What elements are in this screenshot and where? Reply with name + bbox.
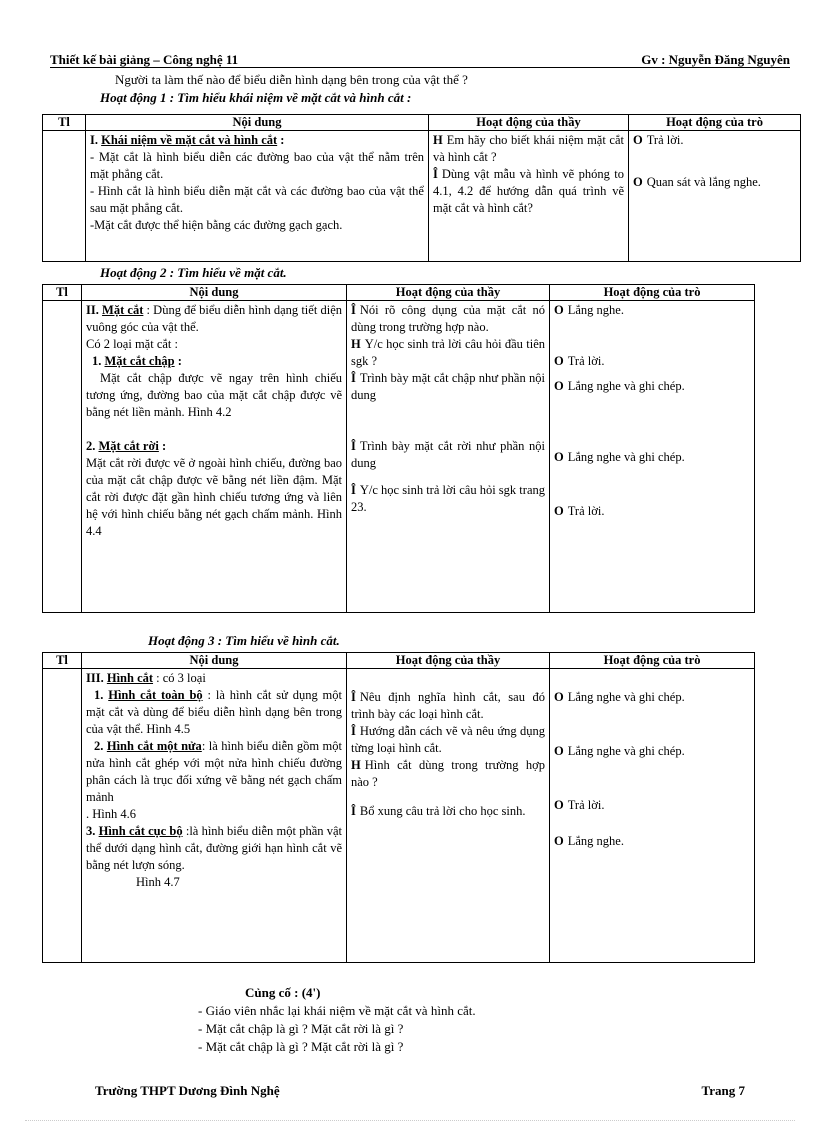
content-cell: III. Hình cắt : có 3 loại 1. Hình cắt toàn bộ : là hình cắt sử dụng một mặt cắt và dùng để biểu diễn hình dạng bên trong của vật thể. Hình 4.5 2. Hình cắt một nửa: là hình biểu diễn gồm một nửa hình cắt ghép với một nửa hình chiếu đường phân cách là trục đối xứng vẽ bằng nét gạch chấm mảnh . Hình 4.6 3. Hình cắt cục bộ :là hình biểu diễn một phần vật thể dưới dạng hình cắt, đường giới hạn hình cắt vẽ bằng nét lượn sóng. Hình 4.7 xyxy=(82,669,347,963)
circle-icon: O xyxy=(633,133,643,147)
mark-icon: H xyxy=(433,133,443,147)
paragraph: 3. Hình cắt cục bộ :là hình biểu diễn một phần vật thể dưới dạng hình cắt, đường giới hạn hình cắt vẽ bằng nét lượn sóng. xyxy=(86,824,343,872)
student-cell: O Lắng nghe và ghi chép. O Lắng nghe và ghi chép. O Trả lời. O Lắng nghe. xyxy=(550,669,755,963)
page-divider xyxy=(25,1120,795,1121)
footer-school: Trường THPT Dương Đình Nghệ xyxy=(95,1083,280,1098)
subsection-heading: Mặt cắt rời xyxy=(98,439,159,453)
col-teacher: Hoạt động của thầy xyxy=(347,653,550,669)
circle-icon: O xyxy=(554,834,564,848)
col-tl: Tl xyxy=(43,285,82,301)
mark-icon: Î xyxy=(351,483,356,497)
col-tl: Tl xyxy=(43,653,82,669)
mark-icon: Î xyxy=(433,167,438,181)
circle-icon: O xyxy=(554,744,564,758)
summary-line: - Giáo viên nhắc lại khái niệm về mặt cắt và hình cắt. xyxy=(198,1003,476,1018)
intro-question: Người ta làm thế nào để biểu diễn hình dạng bên trong của vật thể ? xyxy=(115,72,468,87)
summary-line: - Mặt cắt chập là gì ? Mặt cắt rời là gì ? xyxy=(198,1039,404,1054)
mark-icon: Î xyxy=(351,439,356,453)
content-cell: I. Khái niệm về mặt cắt và hình cắt : - Mặt cắt là hình biểu diễn các đường bao của vật thể nằm trên mặt phẳng cắt. - Hình cắt là hình biểu diễn mặt cắt và các đường bao của vật thể sau mặt phẳng cắt. -Mặt cắt được thể hiện bằng các đường gạch gạch. xyxy=(86,131,429,262)
page-header xyxy=(50,52,790,68)
tl-cell xyxy=(43,301,82,613)
mark-icon: Î xyxy=(351,690,356,704)
col-content: Nội dung xyxy=(86,115,429,131)
footer-page-number: Trang 7 xyxy=(701,1083,745,1098)
table-header-row xyxy=(43,653,755,669)
circle-icon: O xyxy=(633,175,643,189)
activity3-title: Hoạt động 3 : Tìm hiểu về hình cắt. xyxy=(148,633,340,648)
mark-icon: Î xyxy=(351,804,356,818)
paragraph: Mặt cắt chập được vẽ ngay trên hình chiếu tương ứng, đường bao của mặt cắt chập được vẽ bằng nét liền mảnh. Hình 4.2 xyxy=(86,371,342,419)
activity2-title: Hoạt động 2 : Tìm hiểu về mặt cắt. xyxy=(100,265,287,280)
activity2-table xyxy=(42,284,755,613)
table-header-row xyxy=(43,115,801,131)
col-content: Nội dung xyxy=(82,653,347,669)
paragraph: - Mặt cắt là hình biểu diễn các đường bao của vật thể nằm trên mặt phẳng cắt. xyxy=(90,150,424,181)
teacher-cell: Î Nói rõ công dụng của mặt cắt nó dùng trong trường hợp nào. H Y/c học sinh trả lời câu hỏi đầu tiên sgk ? Î Trình bày mặt cắt chập như phần nội dung Î Trình bày mặt cắt rời như phần nội dung Î Y/c học sinh trả lời câu hỏi sgk trang 23. xyxy=(347,301,550,613)
mark-icon: H xyxy=(351,337,361,351)
section-heading: Mặt cắt xyxy=(102,303,144,317)
paragraph: 2. Hình cắt một nửa: là hình biểu diễn gồm một nửa hình cắt ghép với một nửa hình chiếu đường phân cách là trục đối xứng vẽ bằng nét gạch chấm mảnh xyxy=(86,739,342,804)
page-footer xyxy=(95,1083,745,1101)
circle-icon: O xyxy=(554,379,564,393)
circle-icon: O xyxy=(554,450,564,464)
col-teacher: Hoạt động của thầy xyxy=(347,285,550,301)
table-row xyxy=(43,301,755,613)
col-student: Hoạt động của trò xyxy=(550,285,755,301)
subsection-heading: Hình cắt cục bộ xyxy=(98,824,183,838)
table-row xyxy=(43,669,755,963)
activity1-table xyxy=(42,114,801,262)
mark-icon: Î xyxy=(351,371,356,385)
circle-icon: O xyxy=(554,303,564,317)
mark-icon: H xyxy=(351,758,361,772)
circle-icon: O xyxy=(554,798,564,812)
tl-cell xyxy=(43,131,86,262)
circle-icon: O xyxy=(554,690,564,704)
student-cell: O Trả lời. O Quan sát và lắng nghe. xyxy=(629,131,801,262)
subsection-heading: Hình cắt một nửa xyxy=(106,739,202,753)
paragraph: - Hình cắt là hình biểu diễn mặt cắt và các đường bao của vật thể sau mặt phẳng cắt. xyxy=(90,184,424,215)
section-heading: Hình cắt xyxy=(106,671,154,685)
paragraph: Mặt cắt rời được vẽ ở ngoài hình chiếu, đường bao của mặt cắt chập được vẽ bằng nét liền đậm. Mặt cắt rời được đặt gần hình chiếu tương ứng và liên hệ với hình chiếu bằng nét gạch chấm mảnh. Hình 4.4 xyxy=(86,456,342,538)
mark-icon: Î xyxy=(351,303,356,317)
col-teacher: Hoạt động của thầy xyxy=(429,115,629,131)
summary-title: Củng cố : (4') xyxy=(245,985,321,1000)
summary-line: - Mặt cắt chập là gì ? Mặt cắt rời là gì ? xyxy=(198,1021,404,1036)
subsection-heading: Mặt cắt chập xyxy=(104,354,175,368)
teacher-cell: Î Nêu định nghĩa hình cắt, sau đó trình bày các loại hình cắt. Î Hướng dẫn cách vẽ và nêu ứng dụng từng loại hình cắt. H Hình cắt dùng trong trường hợp nào ? Î Bổ xung câu trả lời cho học sinh. xyxy=(347,669,550,963)
col-content: Nội dung xyxy=(82,285,347,301)
section-heading: Khái niệm về mặt cắt và hình cắt xyxy=(101,133,278,147)
mark-icon: Î xyxy=(351,724,356,738)
col-tl: Tl xyxy=(43,115,86,131)
subsection-heading: Hình cắt toàn bộ xyxy=(108,688,203,702)
header-author: Gv : Nguyễn Đăng Nguyên xyxy=(641,52,790,67)
content-cell: II. Mặt cắt : Dùng để biểu diễn hình dạng tiết diện vuông góc của vật thể. Có 2 loại mặt cắt : 1. Mặt cắt chập : Mặt cắt chập được vẽ ngay trên hình chiếu tương ứng, đường bao của mặt cắt chập được vẽ bằng nét liền mảnh. Hình 4.2 2. Mặt cắt rời : Mặt cắt rời được vẽ ở ngoài hình chiếu, đường bao của mặt cắt chập được vẽ bằng nét liền đậm. Mặt cắt rời được đặt gần hình chiếu tương ứng và liên hệ với hình chiếu bằng nét gạch chấm mảnh. Hình 4.4 xyxy=(82,301,347,613)
col-student: Hoạt động của trò xyxy=(550,653,755,669)
activity1-title: Hoạt động 1 : Tìm hiểu khái niệm về mặt cắt và hình cắt : xyxy=(100,90,412,105)
circle-icon: O xyxy=(554,354,564,368)
table-header-row xyxy=(43,285,755,301)
paragraph: 1. Hình cắt toàn bộ : là hình cắt sử dụng một mặt cắt và dùng để biểu diễn hình dạng bên trong của vật thể. Hình 4.5 xyxy=(86,688,342,736)
teacher-cell: H Em hãy cho biết khái niệm mặt cắt và hình cắt ? Î Dùng vật mẫu và hình vẽ phóng to 4.1, 4.2 để hướng dẫn quá trình vẽ mặt cắt và hình cắt? xyxy=(429,131,629,262)
header-title: Thiết kế bài giảng – Công nghệ 11 xyxy=(50,52,239,67)
paragraph: -Mặt cắt được thể hiện bằng các đường gạch gạch. xyxy=(90,218,343,232)
student-cell: O Lắng nghe. O Trả lời. O Lắng nghe và ghi chép. O Lắng nghe và ghi chép. O Trả lời. xyxy=(550,301,755,613)
circle-icon: O xyxy=(554,504,564,518)
tl-cell xyxy=(43,669,82,963)
table-row xyxy=(43,131,801,262)
activity3-table xyxy=(42,652,755,963)
col-student: Hoạt động của trò xyxy=(629,115,801,131)
